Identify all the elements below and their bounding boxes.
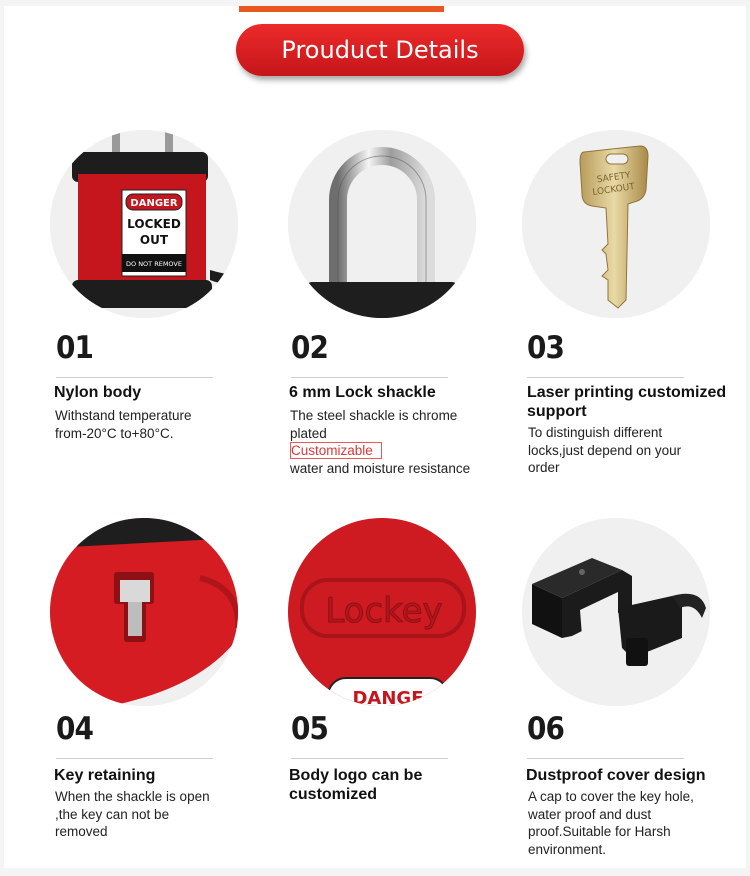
feature-desc-03: To distinguish different locks,just depend on your order bbox=[528, 425, 682, 475]
key-engraving-line2: LOCKOUT bbox=[591, 182, 636, 198]
section-title-pill: Prouduct Details bbox=[236, 24, 524, 76]
key-engraving-line1: SAFETY bbox=[596, 170, 632, 186]
top-accent-bar bbox=[239, 6, 444, 12]
feature-title-01: Nylon body bbox=[54, 384, 142, 401]
feature-number-01: 01 bbox=[56, 330, 94, 366]
danger-partial-text: DANGE bbox=[352, 688, 424, 706]
tag-out-text: OUT bbox=[139, 233, 169, 247]
lock-shackle-image bbox=[288, 130, 476, 318]
nylon-body-image bbox=[50, 130, 238, 318]
tag-danger-text: DANGER bbox=[130, 198, 178, 209]
feature-number-04: 04 bbox=[56, 711, 94, 747]
feature-number-06: 06 bbox=[527, 711, 565, 747]
feature-divider bbox=[291, 377, 448, 378]
feature-number-03: 03 bbox=[527, 330, 565, 366]
feature-desc-02-extra: water and moisture resistance bbox=[290, 460, 471, 476]
feature-title-04: Key retaining bbox=[54, 767, 156, 784]
tag-locked-text: LOCKED bbox=[127, 217, 181, 231]
feature-divider bbox=[56, 377, 213, 378]
key-retaining-image bbox=[50, 518, 238, 706]
customizable-highlight: Customizable bbox=[290, 442, 382, 459]
feature-desc-01: Withstand temperature from-20°C to+80°C. bbox=[55, 408, 192, 441]
feature-divider bbox=[527, 377, 684, 378]
feature-divider bbox=[56, 758, 213, 759]
tag-do-not-remove-text: DO NOT REMOVE bbox=[126, 260, 182, 268]
feature-desc-06: A cap to cover the key hole, water proof and dust proof.Suitable for Harsh environment. bbox=[528, 789, 694, 857]
product-details-page bbox=[4, 6, 746, 868]
feature-title-02: 6 mm Lock shackle bbox=[289, 384, 436, 401]
laser-key-image bbox=[522, 130, 710, 318]
body-logo-image bbox=[288, 518, 476, 706]
feature-divider bbox=[527, 758, 684, 759]
feature-number-05: 05 bbox=[291, 711, 329, 747]
feature-number-02: 02 bbox=[291, 330, 329, 366]
feature-divider bbox=[291, 758, 448, 759]
feature-desc-02-main: The steel shackle is chrome plated bbox=[290, 408, 458, 441]
feature-desc-04: When the shackle is open ,the key can not be removed bbox=[55, 789, 210, 839]
feature-title-05: Body logo can be customized bbox=[289, 767, 423, 803]
dustproof-cover-image bbox=[522, 518, 710, 706]
feature-title-06: Dustproof cover design bbox=[526, 767, 706, 784]
feature-title-03: Laser printing customized support bbox=[527, 384, 727, 420]
feature-desc-02 bbox=[290, 407, 490, 477]
lockey-logo-text: Lockey bbox=[325, 591, 443, 631]
